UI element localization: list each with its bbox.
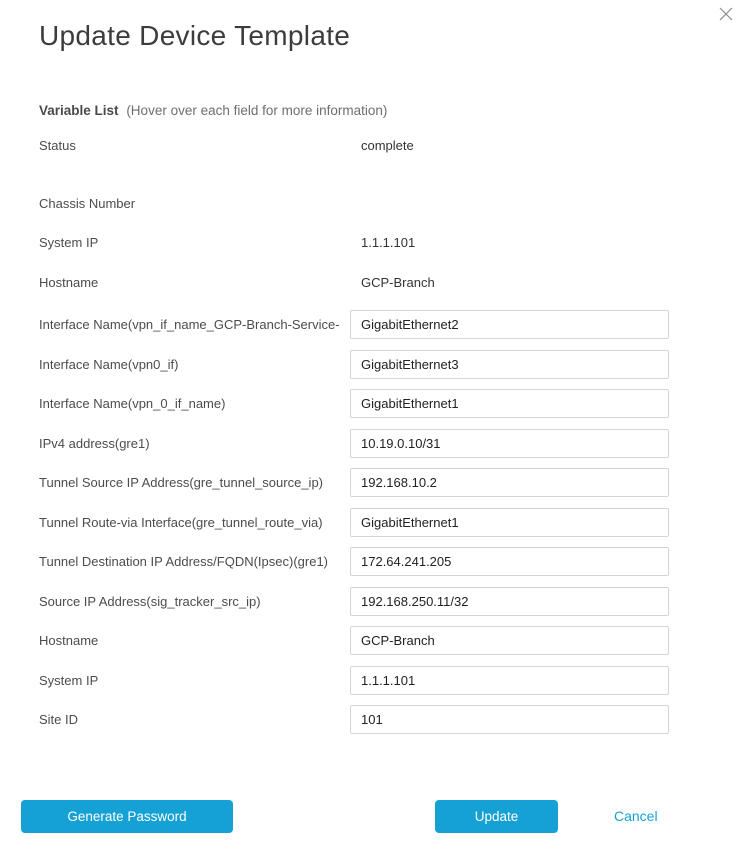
field-label: Tunnel Route-via Interface(gre_tunnel_route_via) (39, 514, 323, 530)
field-label: Interface Name(vpn_if_name_GCP-Branch-Service- (39, 317, 340, 332)
static-field-row (39, 195, 669, 213)
field-label: Tunnel Source IP Address(gre_tunnel_source_ip) (39, 475, 324, 490)
input-field-list (39, 310, 669, 745)
field-input[interactable] (350, 587, 669, 616)
field-input[interactable] (350, 705, 669, 734)
field-label: Status (39, 138, 76, 153)
variable-list-hint: (Hover over each field for more information) (126, 103, 388, 118)
field-input[interactable] (350, 666, 669, 695)
field-value: 1.1.1.101 (361, 235, 416, 250)
field-label: Interface Name(vpn_0_if_name) (39, 396, 226, 411)
field-label: IPv4 address(gre1) (39, 435, 150, 451)
input-field-row (39, 468, 669, 497)
field-input[interactable] (350, 626, 669, 655)
input-field-row (39, 626, 669, 655)
variable-list-title: Variable List (39, 103, 119, 118)
field-label: Interface Name(vpn0_if) (39, 356, 179, 372)
input-field-row (39, 508, 669, 537)
static-field-row (39, 274, 669, 292)
input-field-row (39, 666, 669, 695)
field-label: Site ID (39, 712, 79, 727)
input-field-row (39, 547, 669, 576)
input-field-row (39, 429, 669, 458)
field-value: complete (361, 138, 414, 153)
update-button[interactable]: Update (435, 800, 558, 833)
field-input[interactable] (350, 429, 669, 458)
input-field-row (39, 587, 669, 616)
static-field-row (39, 137, 669, 155)
field-input[interactable] (350, 350, 669, 379)
static-field-list (39, 137, 669, 292)
close-icon[interactable] (718, 6, 734, 22)
input-field-row (39, 350, 669, 379)
field-label: Hostname (39, 275, 99, 290)
input-field-row (39, 705, 669, 734)
field-label: Tunnel Destination IP Address/FQDN(Ipsec)(gre1) (39, 554, 329, 569)
field-label: System IP (39, 235, 99, 250)
field-label: System IP (39, 672, 99, 688)
field-label: Chassis Number (39, 196, 136, 211)
field-input[interactable] (350, 310, 669, 339)
field-input[interactable] (350, 508, 669, 537)
field-value: GCP-Branch (361, 275, 435, 290)
page-title: Update Device Template (39, 20, 351, 51)
field-label: Hostname (39, 633, 99, 648)
input-field-row (39, 310, 669, 339)
static-field-row (39, 234, 669, 252)
input-field-row (39, 389, 669, 418)
field-input[interactable] (350, 547, 669, 576)
variable-list-header (39, 102, 387, 120)
field-label: Source IP Address(sig_tracker_src_ip) (39, 593, 261, 609)
cancel-button[interactable]: Cancel (614, 808, 658, 824)
field-input[interactable] (350, 468, 669, 497)
generate-password-button[interactable]: Generate Password (21, 800, 233, 833)
field-input[interactable] (350, 389, 669, 418)
